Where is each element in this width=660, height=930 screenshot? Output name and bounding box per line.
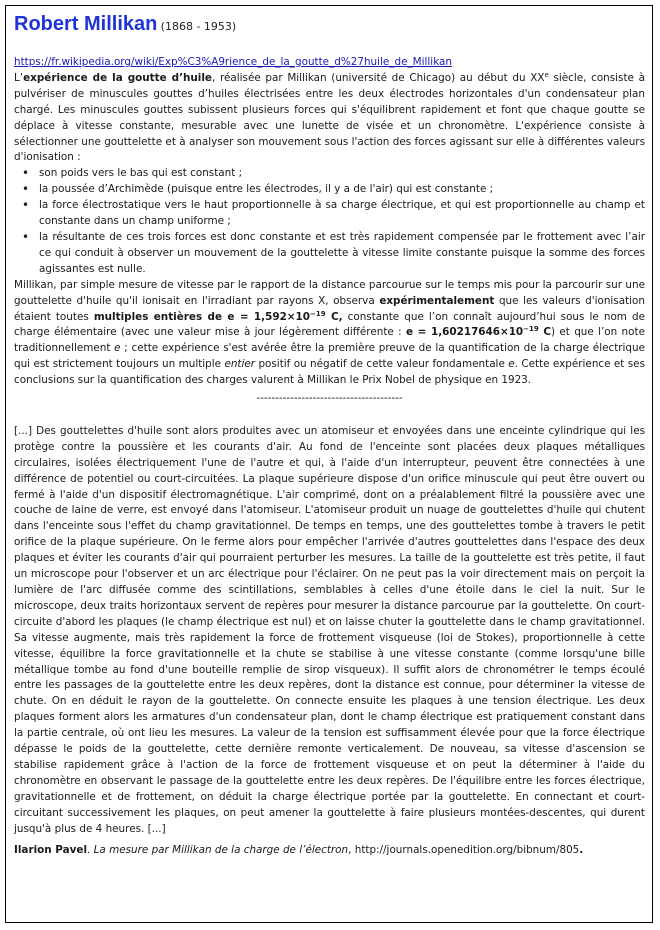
page-title — [14, 11, 645, 40]
quote-paragraph: [...] Des gouttelettes d'huile sont alors produites avec un atomiseur et envoyées dans une enceinte cylindrique qui les protège contre la poussière et les courants d'air. Au fond de l'enceinte sont placées deux plaques métalliques circulaires, isolées électriquement l'une de l'autre et qui, à l'aide d'un interrupteur, peuvent être connectées à une différence de potentiel ou court-circuitées. La plaque supérieure dispose d'un orifice minuscule qui peut être ouvert ou fermé à l'aide d'un dispositif électromagnétique. L'air comprimé, dont on a préalablement filtré la poussière avec une couche de laine de verre, est envoyé dans l'atomiseur. L'atomiseur produit un nuage de gouttelettes d'huile qui chutent dans l'enceinte sous l'effet du champ gravitationnel. De temps en temps, une des gouttelettes tombe à travers le petit orifice de la plaque supérieure. On le ferme alors pour empêcher l'arrivée d'autres gouttelettes dans l'espace des deux plaques et éviter les courants d'air qui pourraient perturber les mesures. La taille de la gouttelette est très petite, il faut un microscope pour l'observer et un arc électrique pour l'éclairer. On ne peut pas la voir directement mais on perçoit la lumière de l'arc diffusée comme des scintillations, semblables à celles d'une étoile dans le ciel la nuit. Sur le microscope, deux traits horizontaux servent de repères pour mesurer la distance parcourue par la gouttelette. On court-circuite d'abord les plaques (le champ électrique est nul) et on laisse chuter la gouttelette dans le champ gravitationnel. Sa vitesse augmente, mais très rapidement la force de frottement visqueuse (loi de Stokes), proportionnelle à cette vitesse, équilibre la force gravitationnelle et la chute se stabilise à une vitesse constante (comme lorsqu'une bille métallique tombe au fond d'une bouteille remplie de sirop visqueux). Il suffit alors de chronométrer le temps écoulé entre les passages de la gouttelette entre les deux repères, dont la distance est connue, pour déterminer la vitesse de chute. On en déduit le rayon de la gouttelette. On connecte ensuite les plaques à une tension électrique. Les deux plaques forment alors les armatures d'un condensateur plan, dont le champ électrique est pratiquement constant dans la partie centrale, où ont lieu les mesures. La valeur de la tension est suffisamment élevée pour que la force électrique dépasse le poids de la gouttelette, cette dernière remonte verticalement. De nouveau, sa vitesse d'ascension se stabilise rapidement grâce à l'action de la force de frottement visqueuse et on peut la déterminer à l'aide du chronomètre en observant le passage de la gouttelette entre les deux repères. De l'équilibre entre les forces électrique, gravitationnelle et de frottement, on déduit la charge électrique portée par la gouttelette. En connectant et court-circuitant successivement les plaques, on peut amener la gouttelette à faire plusieurs montées-descentes, qui durent jusqu'à plus de 4 heures. [...] — [14, 424, 645, 835]
list-item: • la poussée d’Archimède (puisque entre les électrodes, il y a de l'air) qui est constante ; — [39, 182, 645, 198]
section-divider: --------------------------------------- — [256, 392, 403, 405]
list-item: • son poids vers le bas qui est constant ; — [39, 166, 645, 182]
source-link-line — [14, 55, 645, 71]
title-dates: (1868 - 1953) — [160, 20, 237, 33]
list-item: • la force électrostatique vers le haut proportionnelle à sa charge électrique, et qui est proportionnelle au champ et constante dans un champ uniforme ; — [39, 198, 645, 230]
wikipedia-link[interactable]: https://fr.wikipedia.org/wiki/Exp%C3%A9rience_de_la_goutte_d%27huile_de_Millikan — [14, 56, 452, 68]
citation-work: La mesure par Millikan de la charge de l’électron — [93, 843, 349, 856]
citation: Ilarion Pavel. La mesure par Millikan de la charge de l’électron, http://journals.openedition.org/bibnum/805. — [14, 843, 584, 856]
citation-source: , http://journals.openedition.org/bibnum/805 — [348, 843, 580, 856]
list-item: • la résultante de ces trois forces est donc constante et est très rapidement compensée par le frottement avec l’air ce qui conduit à observer un mouvement de la gouttelette à vitesse limite constante puisque la somme des forces agissantes est nulle. — [39, 230, 645, 278]
title-name: Robert Millikan — [14, 13, 158, 35]
citation-author: Ilarion Pavel — [14, 843, 88, 856]
results-paragraph: Millikan, par simple mesure de vitesse par le rapport de la distance parcourue sur le temps mis pour la parcourir sur une gouttelette d'huile qu'il ionisait en l'irradiant par rayons X, observa expérimentalement que les valeurs d'ionisation étaient toutes multiples entières de $e = 1,592\times 10^{-19}$ C, constante que l’on connaît aujourd’hui sous le nom de charge élémentaire (avec une valeur mise à jour légèrement différente : $e = 1,60217646\times 10^{-19}$ C) et que l’on note traditionnellement e ; cette expérience s'est avérée être la première preuve de la quantification de la charge électrique qui est strictement toujours un multiple entier positif ou négatif de cette valeur fondamentale e. Cette expérience et ses conclusions sur la quantification des charges valurent à Millikan le Prix Nobel de physique en 1923. — [14, 278, 645, 387]
document-page — [5, 5, 653, 923]
forces-list — [14, 166, 645, 277]
intro-paragraph: L’expérience de la goutte d’huile, réalisée par Millikan (université de Chicago) au début du XXe siècle, consiste à pulvériser de minuscules gouttes d’huiles électrisées entre les deux électrodes horizontales d'un condensateur plan chargé. Les minuscules gouttes subissent plusieurs forces qui s'équilibrent rapidement et font que chaque goutte se déplace à vitesse constante, mesurable avec une lunette de visée et un chronomètre. L'expérience consiste à sélectionner une gouttelette et à analyser son mouvement sous l'action des forces agissant sur elle à différentes valeurs d'ionisation : — [14, 70, 645, 164]
